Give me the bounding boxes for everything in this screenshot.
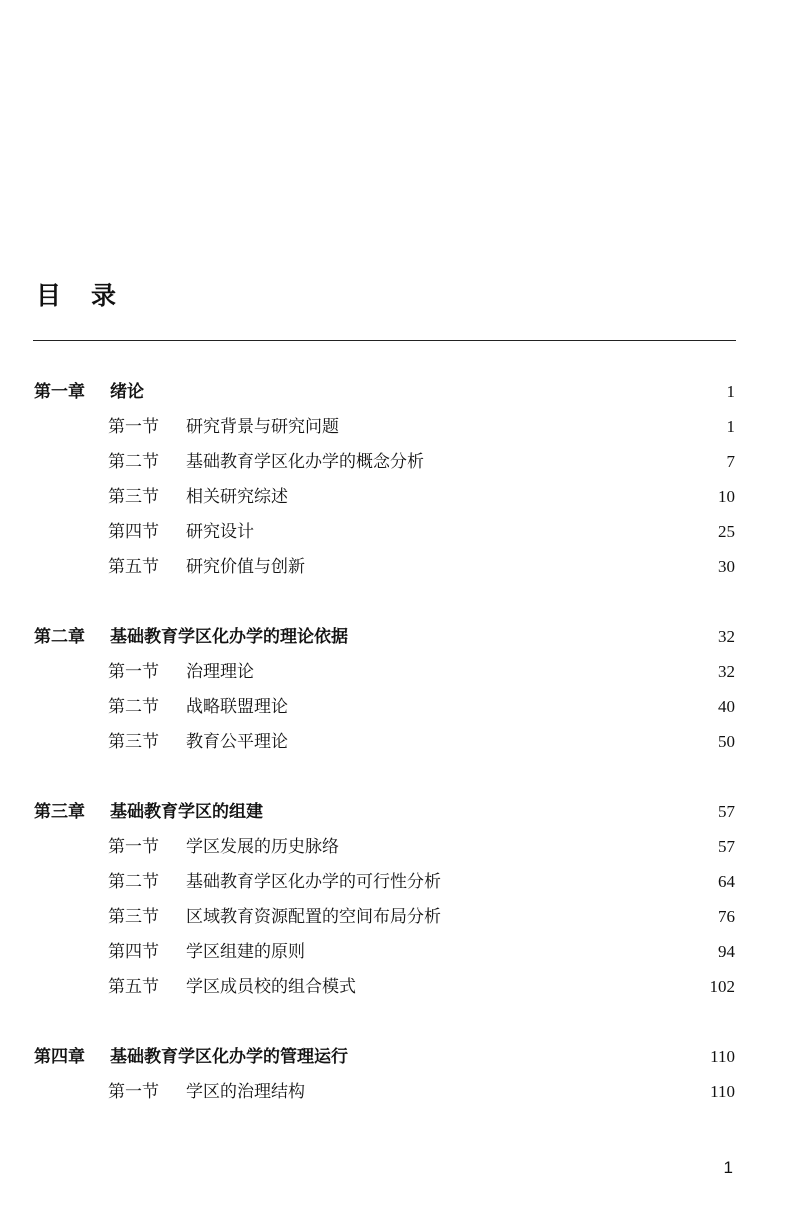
section-title: 基础教育学区化办学的概念分析 (186, 452, 424, 472)
section-page-number: 7 (726, 452, 735, 471)
section-number: 第三节 (108, 907, 159, 927)
section-page-number: 25 (718, 522, 735, 541)
section-title: 研究背景与研究问题 (186, 417, 339, 437)
section-title: 区域教育资源配置的空间布局分析 (186, 907, 441, 927)
chapter-number: 第一章 (34, 382, 85, 402)
chapter-title: 基础教育学区的组建 (110, 802, 263, 822)
toc-section-entry[interactable] (0, 972, 790, 1002)
toc-chapter-entry[interactable] (0, 377, 790, 407)
section-number: 第一节 (108, 837, 159, 857)
section-number: 第四节 (108, 942, 159, 962)
section-title: 研究价值与创新 (186, 557, 305, 577)
chapter-page-number: 110 (710, 1047, 735, 1066)
section-number: 第三节 (108, 732, 159, 752)
section-number: 第二节 (108, 872, 159, 892)
section-title: 教育公平理论 (186, 732, 288, 752)
section-title: 学区的治理结构 (186, 1082, 305, 1102)
section-title: 战略联盟理论 (186, 697, 288, 717)
section-title: 治理理论 (186, 662, 254, 682)
toc-chapter-entry[interactable] (0, 797, 790, 827)
section-number: 第三节 (108, 487, 159, 507)
section-page-number: 102 (709, 977, 735, 996)
toc-section-entry[interactable] (0, 937, 790, 967)
toc-section-entry[interactable] (0, 867, 790, 897)
chapter-number: 第四章 (34, 1047, 85, 1067)
chapter-page-number: 32 (718, 627, 735, 646)
toc-chapter-entry[interactable] (0, 622, 790, 652)
section-number: 第五节 (108, 977, 159, 997)
toc-chapter-entry[interactable] (0, 1042, 790, 1072)
section-number: 第二节 (108, 452, 159, 472)
section-title: 基础教育学区化办学的可行性分析 (186, 872, 441, 892)
chapter-page-number: 1 (726, 382, 735, 401)
chapter-number: 第三章 (34, 802, 85, 822)
toc-section-entry[interactable] (0, 517, 790, 547)
toc-section-entry[interactable] (0, 412, 790, 442)
chapter-title: 基础教育学区化办学的理论依据 (110, 627, 348, 647)
chapter-page-number: 57 (718, 802, 735, 821)
page-title: 目录 (36, 281, 147, 310)
section-title: 相关研究综述 (186, 487, 288, 507)
section-title: 研究设计 (186, 522, 254, 542)
chapter-title: 基础教育学区化办学的管理运行 (110, 1047, 348, 1067)
toc-section-entry[interactable] (0, 657, 790, 687)
section-page-number: 10 (718, 487, 735, 506)
toc-section-entry[interactable] (0, 482, 790, 512)
toc-section-entry[interactable] (0, 447, 790, 477)
toc-section-entry[interactable] (0, 902, 790, 932)
section-page-number: 64 (718, 872, 735, 891)
title-divider (33, 340, 736, 341)
section-page-number: 40 (718, 697, 735, 716)
section-title: 学区成员校的组合模式 (186, 977, 356, 997)
section-number: 第四节 (108, 522, 159, 542)
section-page-number: 110 (710, 1082, 735, 1101)
toc-section-entry[interactable] (0, 1077, 790, 1107)
section-number: 第一节 (108, 662, 159, 682)
chapter-number: 第二章 (34, 627, 85, 647)
toc-section-entry[interactable] (0, 692, 790, 722)
section-number: 第五节 (108, 557, 159, 577)
toc-section-entry[interactable] (0, 552, 790, 582)
toc-section-entry[interactable] (0, 832, 790, 862)
section-page-number: 57 (718, 837, 735, 856)
section-number: 第一节 (108, 417, 159, 437)
section-page-number: 50 (718, 732, 735, 751)
section-title: 学区发展的历史脉络 (186, 837, 339, 857)
section-page-number: 30 (718, 557, 735, 576)
section-page-number: 32 (718, 662, 735, 681)
chapter-title: 绪论 (110, 382, 144, 402)
section-number: 第二节 (108, 697, 159, 717)
section-page-number: 76 (718, 907, 735, 926)
section-page-number: 1 (726, 417, 735, 436)
toc-section-entry[interactable] (0, 727, 790, 757)
section-number: 第一节 (108, 1082, 159, 1102)
page-number: 1 (723, 1158, 733, 1177)
section-page-number: 94 (718, 942, 735, 961)
section-title: 学区组建的原则 (186, 942, 305, 962)
